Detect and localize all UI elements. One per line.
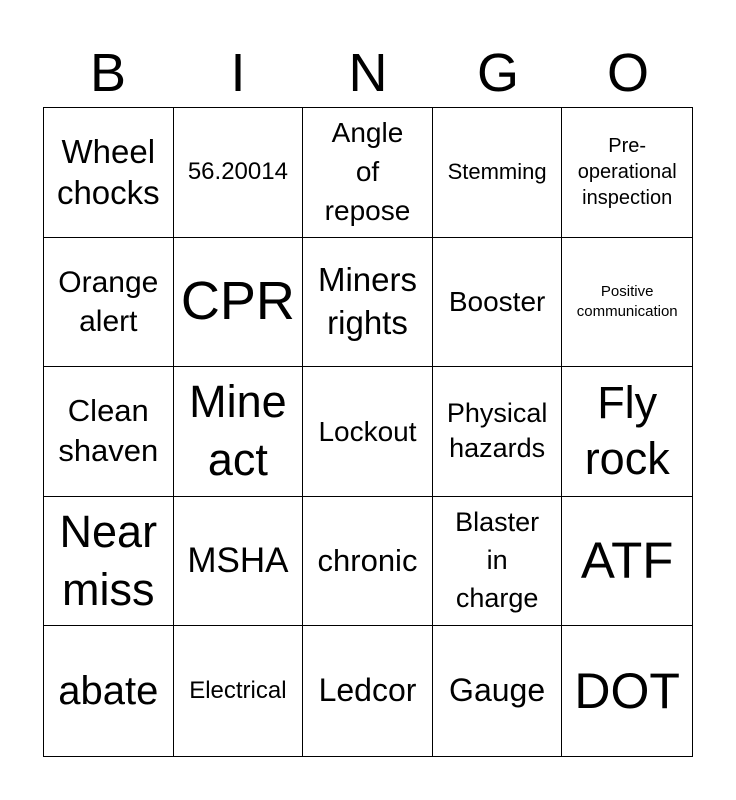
bingo-cell-r1-c2[interactable] [174,108,304,238]
bingo-cell-text: Lockout [318,415,417,447]
bingo-cell-r1-c5[interactable] [562,108,692,238]
header-letter-o: O [606,43,649,103]
bingo-cell-r5-c3[interactable] [303,626,433,756]
header-letter-b: B [89,43,127,103]
bingo-cell-r2-c2[interactable] [174,238,304,368]
header-letter-i: I [230,43,246,103]
bingo-cell-text: Angle of repose [324,117,411,226]
bingo-cell-text: Mine act [189,375,287,486]
header-letter-n: N [348,43,388,103]
bingo-cell-r2-c1[interactable] [44,238,174,368]
bingo-cell-text: Wheel chocks [56,133,160,212]
bingo-cell-text: DOT [574,662,680,719]
bingo-board [43,107,693,757]
bingo-cell-r5-c1[interactable] [44,626,174,756]
bingo-cell-text: chronic [317,542,418,578]
bingo-cell-r5-c2[interactable] [174,626,304,756]
bingo-cell-r4-c4[interactable] [433,497,563,627]
bingo-cell-text: Clean shaven [58,393,159,469]
bingo-cell-r4-c5[interactable] [562,497,692,627]
bingo-cell-text: Electrical [189,677,287,705]
bingo-cell-r3-c2[interactable] [174,367,304,497]
bingo-cell-r3-c5[interactable] [562,367,692,497]
bingo-cell-text: Ledcor [318,672,417,709]
bingo-cell-text: Gauge [449,672,546,709]
bingo-cell-r5-c4[interactable] [433,626,563,756]
bingo-cell-text: Positive communication [576,282,678,320]
bingo-cell-text: Fly rock [584,377,670,485]
bingo-cell-r3-c1[interactable] [44,367,174,497]
bingo-cell-text: Orange alert [58,265,159,338]
bingo-cell-r1-c1[interactable] [44,108,174,238]
bingo-cell-text: CPR [180,271,295,332]
bingo-cell-r1-c4[interactable] [433,108,563,238]
bingo-cell-text: ATF [580,532,674,589]
bingo-cell-r2-c3[interactable] [303,238,433,368]
bingo-cell-text: abate [58,668,159,713]
bingo-cell-text: Pre-operational inspection [577,135,677,210]
bingo-cell-r4-c2[interactable] [174,497,304,627]
bingo-cell-text: Stemming [447,159,547,185]
bingo-header [43,38,693,108]
bingo-cell-text: Near miss [59,505,158,616]
bingo-cell-r1-c3[interactable] [303,108,433,238]
bingo-cell-r3-c3[interactable] [303,367,433,497]
header-letter-g: G [476,43,519,103]
bingo-cell-text: 56.20014 [187,158,288,186]
bingo-cell-text: MSHA [187,541,289,581]
bingo-cell-r4-c1[interactable] [44,497,174,627]
bingo-cell-r3-c4[interactable] [433,367,563,497]
bingo-cell-text: Physical hazards [446,397,548,464]
bingo-cell-text: Booster [448,286,546,318]
bingo-cell-r5-c5[interactable] [562,626,692,756]
bingo-cell-r4-c3[interactable] [303,497,433,627]
bingo-cell-text: Miners rights [317,261,417,341]
bingo-cell-r2-c4[interactable] [433,238,563,368]
bingo-cell-r2-c5[interactable] [562,238,692,368]
bingo-cell-text: Blaster in charge [455,507,540,613]
